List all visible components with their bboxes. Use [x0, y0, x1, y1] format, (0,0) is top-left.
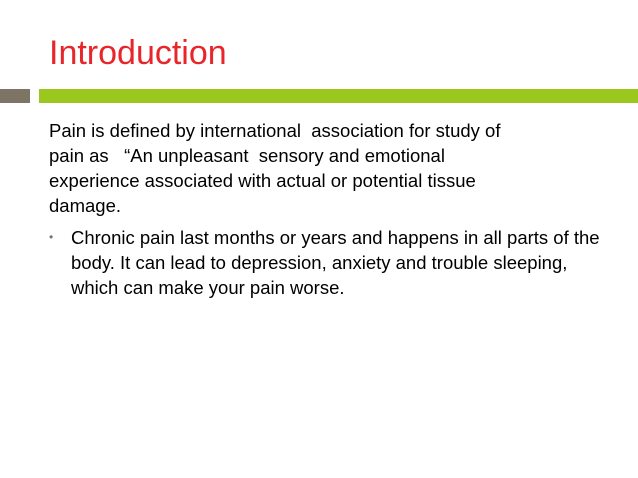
bullet-icon: •: [49, 230, 54, 244]
title-divider-green-bar: [39, 89, 638, 103]
intro-paragraph-line: Pain is defined by international association for study of: [49, 120, 501, 141]
intro-paragraph-line: damage.: [49, 195, 121, 216]
intro-paragraph-line: experience associated with actual or potential tissue: [49, 170, 476, 191]
intro-paragraph-line: pain as “An unpleasant sensory and emotional: [49, 145, 445, 166]
slide-title: Introduction: [49, 34, 227, 72]
title-divider-gray-segment: [0, 89, 30, 103]
intro-paragraph: [49, 118, 609, 218]
bullet-text: Chronic pain last months or years and happens in all parts of the body. It can lead to depression, anxiety and trouble sleeping, which can make your pain worse.: [71, 227, 600, 298]
